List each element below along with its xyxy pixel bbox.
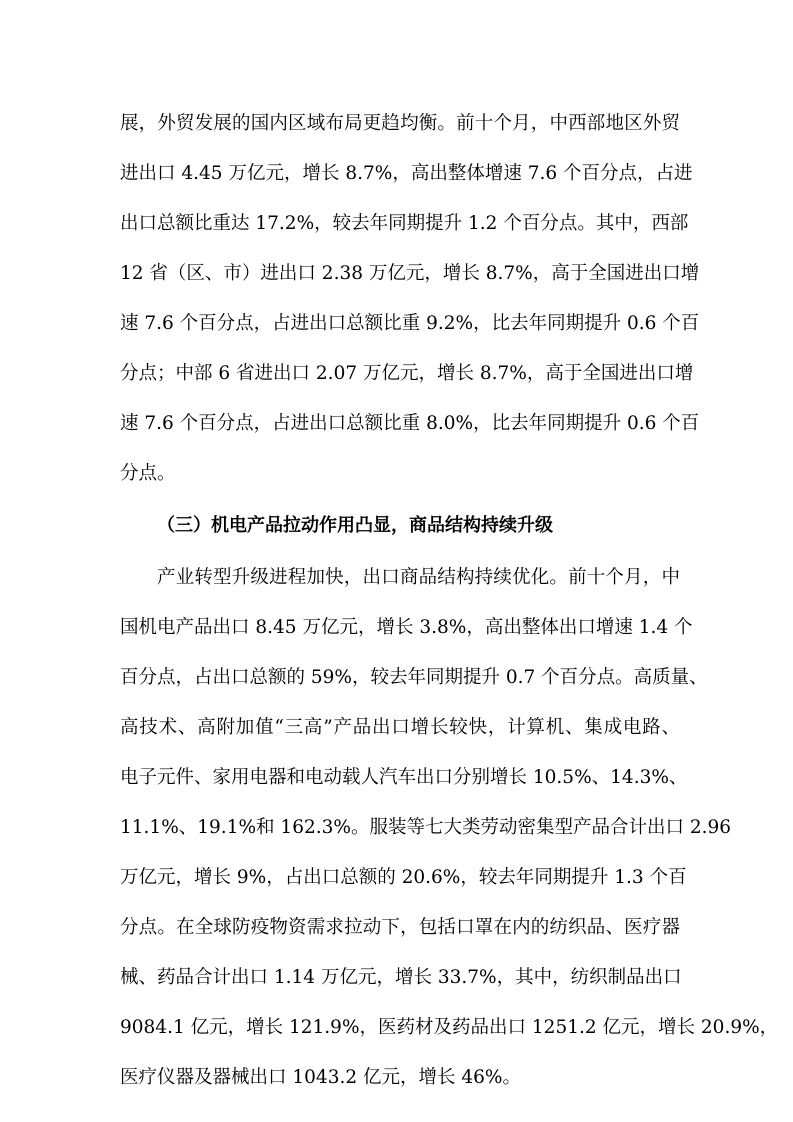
- paragraph-line: 百分点，占出口总额的 59%，较去年同期提升 0.7 个百分点。高质量、: [120, 667, 708, 688]
- paragraph-line: 械、药品合计出口 1.14 万亿元，增长 33.7%，其中，纺织制品出口: [120, 967, 682, 988]
- paragraph-line: 分点；中部 6 省进出口 2.07 万亿元，增长 8.7%，高于全国进出口增: [120, 363, 694, 384]
- section-heading: （三）机电产品拉动作用凸显，商品结构持续升级: [157, 515, 553, 536]
- paragraph-line: 分点。: [120, 463, 176, 484]
- paragraph-line: 万亿元，增长 9%，占出口总额的 20.6%，较去年同期提升 1.3 个百: [120, 867, 687, 888]
- paragraph-line: 12 省（区、市）进出口 2.38 万亿元，增长 8.7%，高于全国进出口增: [120, 263, 700, 284]
- paragraph-line: 展，外贸发展的国内区域布局更趋均衡。前十个月，中西部地区外贸: [120, 113, 680, 134]
- paragraph-line: 11.1%、19.1%和 162.3%。服装等七大类劳动密集型产品合计出口 2.96: [120, 817, 732, 838]
- paragraph-line: 速 7.6 个百分点，占进出口总额比重 8.0%，比去年同期提升 0.6 个百: [120, 413, 700, 434]
- paragraph-line: 高技术、高附加值“三高”产品出口增长较快，计算机、集成电路、: [120, 717, 680, 738]
- paragraph-line: 国机电产品出口 8.45 万亿元，增长 3.8%，高出整体出口增速 1.4 个: [120, 617, 693, 638]
- paragraph-line: 产业转型升级进程加快，出口商品结构持续优化。前十个月，中: [157, 567, 680, 588]
- paragraph-line: 分点。在全球防疫物资需求拉动下，包括口罩在内的纺织品、医疗器: [120, 917, 680, 938]
- paragraph-line: 速 7.6 个百分点，占进出口总额比重 9.2%，比去年同期提升 0.6 个百: [120, 313, 700, 334]
- paragraph-line: 医疗仪器及器械出口 1043.2 亿元，增长 46%。: [120, 1067, 521, 1088]
- paragraph-line: 出口总额比重达 17.2%，较去年同期提升 1.2 个百分点。其中，西部: [120, 213, 689, 234]
- paragraph-line: 进出口 4.45 万亿元，增长 8.7%，高出整体增速 7.6 个百分点，占进: [120, 163, 693, 184]
- paragraph-line: 9084.1 亿元，增长 121.9%，医药材及药品出口 1251.2 亿元，增长 20.9%，: [120, 1017, 779, 1038]
- paragraph-line: 电子元件、家用电器和电动载人汽车出口分别增长 10.5%、14.3%、: [120, 767, 688, 788]
